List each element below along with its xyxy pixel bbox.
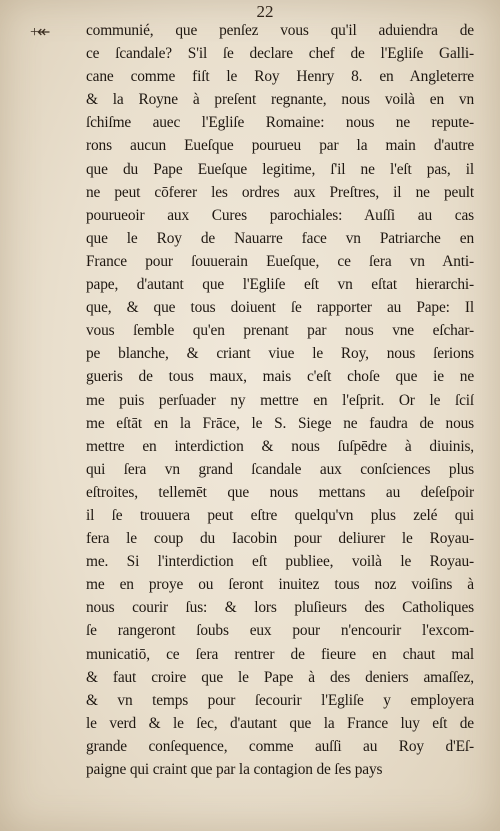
text-line: cane comme fiſt le Roy Henry 8. en Angleterre xyxy=(86,68,474,86)
text-line: pe blanche, & criant viue le Roy, nous ſerions xyxy=(86,345,474,363)
margin-mark: +↞ xyxy=(30,24,49,41)
text-line: que du Pape Eueſque legitime, ſ'il ne l'eſt pas, il xyxy=(86,160,474,178)
text-line: pape, d'autant que l'Egliſe eſt vn eſtat hierarchi- xyxy=(86,276,474,294)
text-line: nous courir ſus: & lors pluſieurs des Catholiques xyxy=(86,599,474,617)
text-line: vous ſemble qu'en prenant par nous vne eſchar- xyxy=(86,322,474,340)
text-line: le verd & le ſec, d'autant que la France luy eſt de xyxy=(86,714,474,732)
text-line: mettre en interdiction & nous ſuſpēdre à diuinis, xyxy=(86,437,474,455)
text-line: & vn temps pour ſecourir l'Egliſe y employera xyxy=(86,691,474,709)
text-line: rons aucun Eueſque pourueu par la main d'autre xyxy=(86,137,474,155)
text-line: que le Roy de Nauarre face vn Patriarche en xyxy=(86,229,474,247)
text-line: France pour ſouuerain Eueſque, ce ſera vn Anti- xyxy=(86,252,474,270)
text-line: ce ſcandale? S'il ſe declare chef de l'Egliſe Galli- xyxy=(86,45,474,63)
text-line: eſtroites, tellemēt que nous mettans au deſeſpoir xyxy=(86,483,474,501)
text-line: & faut croire que le Pape à des deniers amaſſez, xyxy=(86,668,474,686)
text-line: pourueoir aux Cures parochiales: Auſſi au cas xyxy=(86,206,474,224)
text-line: ſe rangeront ſoubs eux pour n'encourir l'excom- xyxy=(86,622,474,640)
text-line: me en proye ou ſeront inuitez tous noz voiſins à xyxy=(86,576,474,594)
text-line: & la Royne à preſent regnante, nous voilà en vn xyxy=(86,91,474,109)
text-line: me puis perſuader ny mettre en l'eſprit. Or le ſciſ xyxy=(86,391,474,409)
text-line: communié, que penſez vous qu'il aduiendra de xyxy=(86,22,474,39)
text-line: ne peut cōferer les ordres aux Preſtres, il ne peult xyxy=(86,183,474,201)
text-line: me eſtāt en la Frāce, le S. Siege ne faudra de nous xyxy=(86,414,474,432)
text-line: il ſe trouuera peut eſtre quelqu'vn plus zelé qui xyxy=(86,506,474,524)
text-line: gueris de tous maux, mais c'eſt choſe que ie ne xyxy=(86,368,474,386)
text-block xyxy=(86,19,474,781)
text-line: me. Si l'interdiction eſt publiee, voilà le Royau- xyxy=(86,553,474,571)
text-line: grande conſequence, comme auſſi au Roy d'Eſ- xyxy=(86,737,474,755)
page-number: 22 xyxy=(256,2,274,21)
text-line: fera le coup du Iacobin pour deliurer le Royau- xyxy=(86,530,474,548)
text-line: ſchiſme auec l'Egliſe Romaine: nous ne repute- xyxy=(86,114,474,132)
text-line: municatiō, ce ſera rentrer de fieure en chaut mal xyxy=(86,645,474,663)
text-line: paigne qui craint que par la contagion de ſes pays xyxy=(86,761,383,778)
text-line: que, & que tous doiuent ſe rapporter au Pape: Il xyxy=(86,299,474,317)
text-line: qui ſera vn grand ſcandale aux conſciences plus xyxy=(86,460,474,478)
